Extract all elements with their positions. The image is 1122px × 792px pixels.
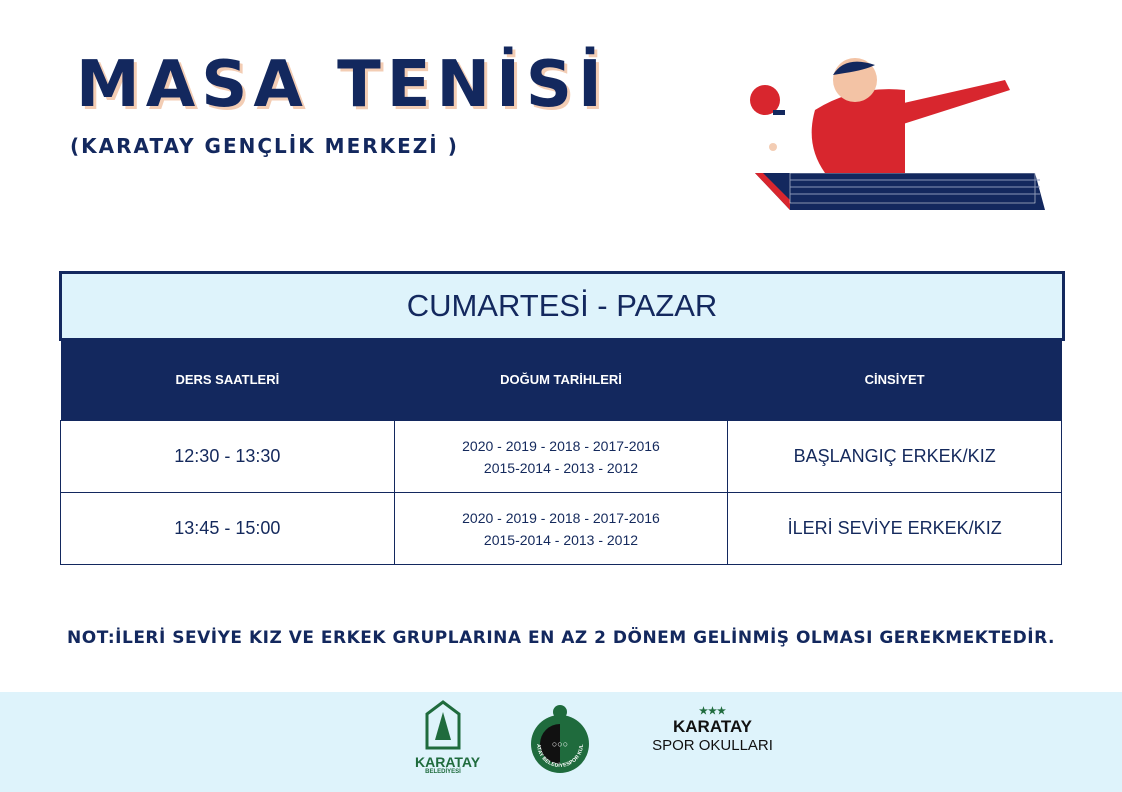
group-cell: BAŞLANGIÇ ERKEK/KIZ [728,421,1062,493]
birth-years-cell [394,421,728,493]
note-text: NOT:İLERİ SEVİYE KIZ VE ERKEK GRUPLARINA EN AZ 2 DÖNEM GELİNMİŞ OLMASI GEREKMEKTEDİR. [67,628,1055,648]
table-row [61,421,1062,493]
logo-subtext: SPOR OKULLARI [652,737,773,754]
logo-subtext: BELEDİYESİ [425,769,461,775]
karatay-belediyesi-logo [415,700,481,775]
time-cell: 12:30 - 13:30 [61,421,395,493]
logo-text: KARATAY [415,754,481,770]
karatay-spor-okullari-logo [640,706,785,754]
svg-text:○○○: ○○○ [551,739,569,749]
stars-icon: ★★★ [699,706,726,717]
column-header: CİNSİYET [728,338,1062,421]
schedule-days-heading: CUMARTESİ - PAZAR [59,271,1065,341]
table-row [61,493,1062,565]
table-tennis-player-illustration [745,55,1055,215]
logo-text: KARATAY [672,717,753,736]
page-subtitle: (KARATAY GENÇLİK MERKEZİ ) [70,134,459,158]
footer-logos [0,692,1122,792]
birth-years-line: 2020 - 2019 - 2018 - 2017-2016 [462,509,660,526]
table-header-row [61,338,1062,421]
birth-years-cell [394,493,728,565]
schedule-table [60,338,1062,565]
birth-years-line: 2020 - 2019 - 2018 - 2017-2016 [462,437,660,454]
birth-years-line: 2015-2014 - 2013 - 2012 [483,531,639,548]
crest-ring-text: ATAY BELEDİYESPOR KUL [534,743,586,770]
mosque-emblem-icon [423,700,463,750]
column-header: DOĞUM TARİHLERİ [394,338,728,421]
time-cell: 13:45 - 15:00 [61,493,395,565]
belediyespor-logo [528,704,592,774]
club-crest-icon [528,704,592,774]
birth-years-line: 2015-2014 - 2013 - 2012 [483,459,639,476]
column-header: DERS SAATLERİ [61,338,395,421]
group-cell: İLERİ SEVİYE ERKEK/KIZ [728,493,1062,565]
page-title: MASA TENİSİ [76,48,608,122]
